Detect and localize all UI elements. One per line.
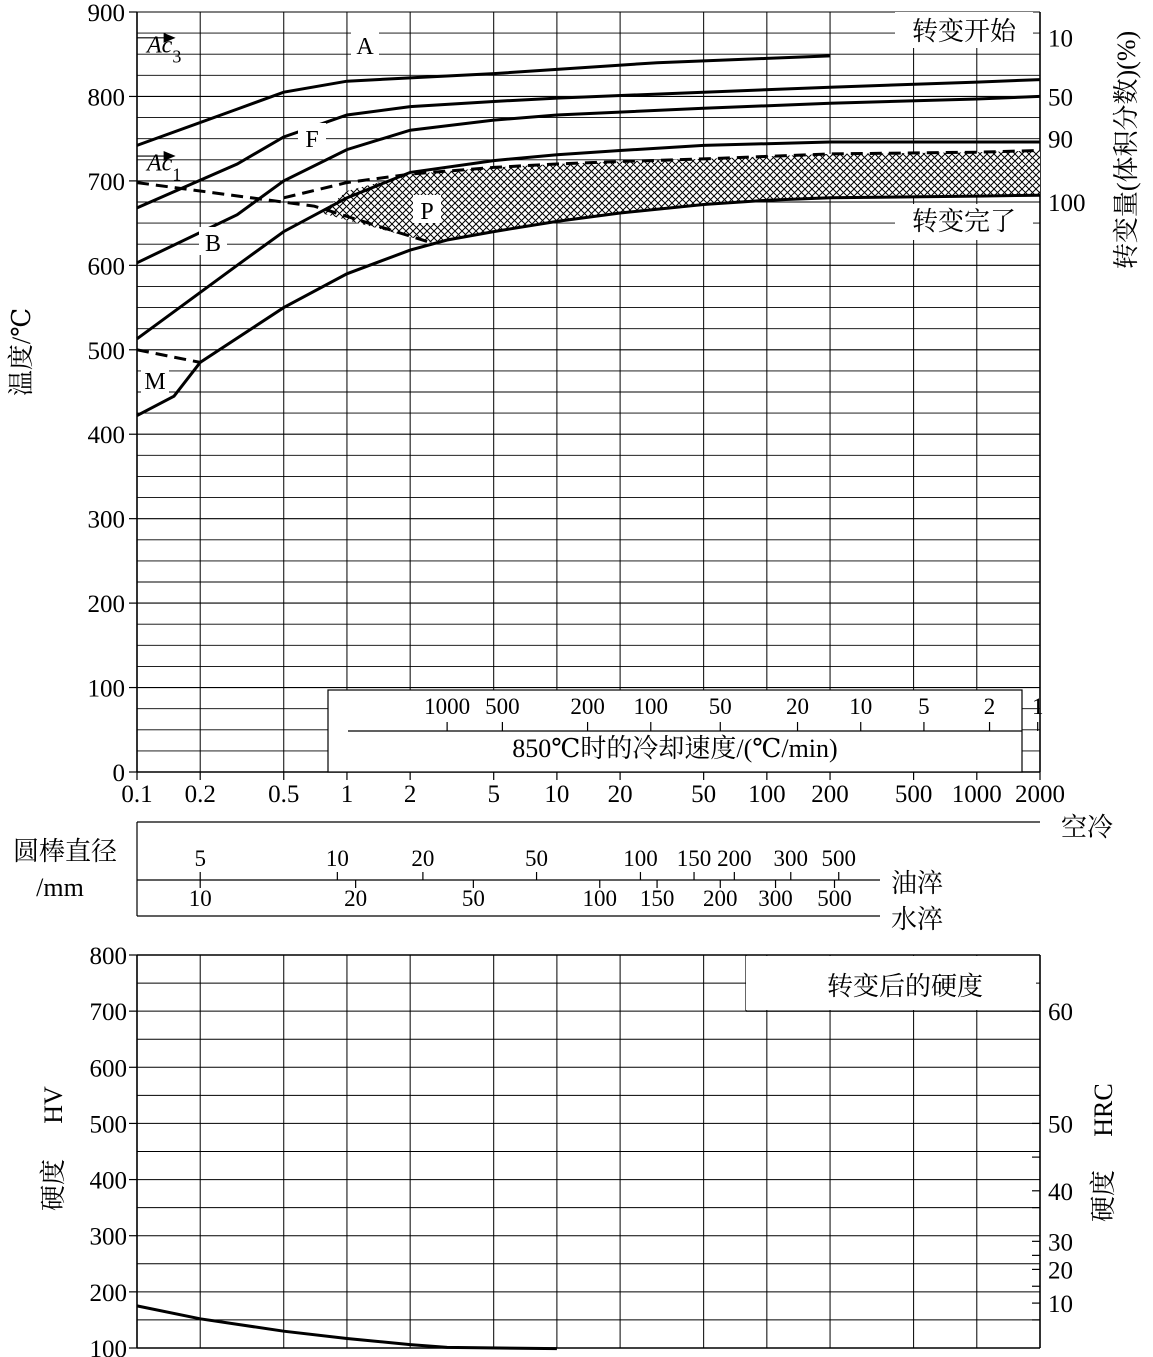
cct-x-tick-label: 100 bbox=[748, 781, 786, 808]
cooling-rate-axis-label: 850℃时的冷却速度/(℃/min) bbox=[512, 734, 838, 763]
oil-quench-tick-label: 50 bbox=[525, 846, 549, 871]
phase-label-a: A bbox=[356, 34, 374, 60]
phase-label-f: F bbox=[305, 127, 319, 153]
cct-x-tick-label: 20 bbox=[607, 781, 633, 808]
hrc-tick-label: 10 bbox=[1048, 1291, 1073, 1319]
transformation-curve-dashed bbox=[137, 350, 200, 363]
bar-diameter-unit: /mm bbox=[36, 873, 84, 902]
hrc-tick-label: 20 bbox=[1048, 1257, 1073, 1285]
phase-label-p: P bbox=[420, 199, 434, 225]
transformation-start-label: 转变开始 bbox=[911, 17, 1017, 46]
cct-x-tick-label: 1 bbox=[340, 781, 354, 808]
oil-quench-tick-label: 300 bbox=[773, 846, 809, 871]
cooling-rate-tick-label: 2 bbox=[983, 694, 996, 719]
hv-tick-label: 400 bbox=[89, 1167, 127, 1195]
water-quench-tick-label: 100 bbox=[582, 886, 618, 911]
cct-x-tick-label: 2000 bbox=[1015, 781, 1065, 808]
cooling-rate-tick-label: 500 bbox=[485, 694, 520, 719]
hv-tick-label: 300 bbox=[89, 1223, 127, 1251]
cct-y-tick-label: 600 bbox=[87, 253, 125, 281]
oil-quench-tick-label: 100 bbox=[623, 846, 658, 871]
ac1-label: $Ac_1$ bbox=[147, 150, 182, 185]
cct-x-tick-label: 1000 bbox=[951, 781, 1002, 808]
transform-percent-label: 90 bbox=[1048, 126, 1073, 154]
phase-label-b: B bbox=[204, 231, 222, 257]
cct-x-tick-label: 500 bbox=[894, 781, 933, 808]
cct-y-tick-label: 400 bbox=[87, 422, 125, 450]
cooling-rate-tick-label: 1 bbox=[1031, 694, 1044, 719]
oil-quench-tick-label: 150 bbox=[676, 846, 712, 871]
hv-tick-label: 100 bbox=[89, 1336, 127, 1357]
hv-tick-label: 600 bbox=[89, 1055, 127, 1083]
oil-quench-tick-label: 20 bbox=[411, 846, 435, 871]
cct-y-tick-label: 300 bbox=[87, 506, 125, 534]
cct-y-axis-label: 温度/℃ bbox=[7, 307, 36, 397]
oil-quench-tick-label: 200 bbox=[717, 846, 752, 871]
transform-amount-axis-label: 转变量(体积分数)(%) bbox=[1112, 30, 1141, 270]
hv-axis-label-hardness: 硬度 bbox=[39, 1158, 68, 1212]
ac3-label: $Ac_3$ bbox=[147, 32, 182, 67]
cooling-rate-tick-label: 10 bbox=[849, 694, 873, 719]
phase-label-m: M bbox=[144, 369, 166, 395]
hv-tick-label: 800 bbox=[89, 943, 127, 970]
cct-y-tick-label: 500 bbox=[87, 337, 125, 365]
cooling-rate-tick-label: 1000 bbox=[424, 694, 471, 719]
oil-quench-tick-label: 500 bbox=[821, 846, 856, 871]
cooling-rate-tick-label: 20 bbox=[786, 694, 810, 719]
cct-y-tick-label: 700 bbox=[87, 168, 125, 196]
water-quench-tick-label: 200 bbox=[703, 886, 738, 911]
transform-percent-label: 10 bbox=[1048, 25, 1073, 53]
cct-y-tick-label: 800 bbox=[87, 84, 125, 112]
air-cool-label: 空冷 bbox=[1060, 813, 1114, 842]
cct-x-tick-label: 5 bbox=[487, 781, 500, 808]
cct-x-tick-label: 0.2 bbox=[184, 781, 216, 808]
water-quench-tick-label: 150 bbox=[639, 886, 675, 911]
hrc-tick-label: 50 bbox=[1048, 1111, 1073, 1139]
transform-percent-label: 100 bbox=[1048, 190, 1086, 217]
oil-quench-tick-label: 10 bbox=[325, 846, 349, 871]
cooling-rate-tick-label: 5 bbox=[918, 694, 930, 719]
cooling-rate-tick-label: 50 bbox=[708, 694, 732, 719]
cct-x-tick-label: 0.5 bbox=[268, 781, 300, 808]
water-quench-tick-label: 20 bbox=[344, 886, 368, 911]
water-quench-tick-label: 50 bbox=[461, 886, 485, 911]
oil-quench-label: 油淬 bbox=[890, 869, 944, 898]
hrc-axis-label-hardness: 硬度 bbox=[1089, 1169, 1118, 1223]
water-quench-tick-label: 10 bbox=[188, 886, 212, 911]
hrc-tick-label: 40 bbox=[1048, 1178, 1073, 1206]
cct-x-tick-label: 50 bbox=[691, 781, 717, 808]
cct-y-tick-label: 200 bbox=[87, 591, 125, 619]
hv-tick-label: 700 bbox=[89, 999, 127, 1027]
cct-x-tick-label: 2 bbox=[403, 781, 417, 808]
hardness-title: 转变后的硬度 bbox=[826, 972, 984, 1001]
cooling-rate-tick-label: 100 bbox=[633, 694, 669, 719]
water-quench-tick-label: 500 bbox=[817, 886, 852, 911]
hv-tick-label: 200 bbox=[89, 1279, 127, 1307]
cooling-rate-tick-label: 200 bbox=[570, 694, 605, 719]
hrc-tick-label: 60 bbox=[1048, 999, 1073, 1027]
cct-y-tick-label: 900 bbox=[87, 0, 125, 27]
cct-x-tick-label: 0.1 bbox=[121, 781, 153, 808]
cct-y-tick-label: 100 bbox=[87, 675, 125, 703]
bar-diameter-label: 圆棒直径 bbox=[12, 837, 118, 866]
hrc-tick-label: 30 bbox=[1048, 1229, 1073, 1257]
oil-quench-tick-label: 5 bbox=[194, 846, 206, 871]
water-quench-tick-label: 300 bbox=[758, 886, 793, 911]
transform-percent-label: 50 bbox=[1048, 84, 1073, 112]
cct-x-tick-label: 200 bbox=[811, 781, 849, 808]
cct-x-tick-label: 10 bbox=[544, 781, 570, 808]
water-quench-label: 水淬 bbox=[890, 905, 944, 934]
cct-y-tick-label: 0 bbox=[112, 760, 125, 787]
transformation-end-label: 转变完了 bbox=[911, 207, 1017, 236]
hv-tick-label: 500 bbox=[89, 1111, 127, 1139]
hv-axis-label: HV bbox=[39, 1086, 68, 1124]
hrc-axis-label: HRC bbox=[1089, 1083, 1118, 1137]
